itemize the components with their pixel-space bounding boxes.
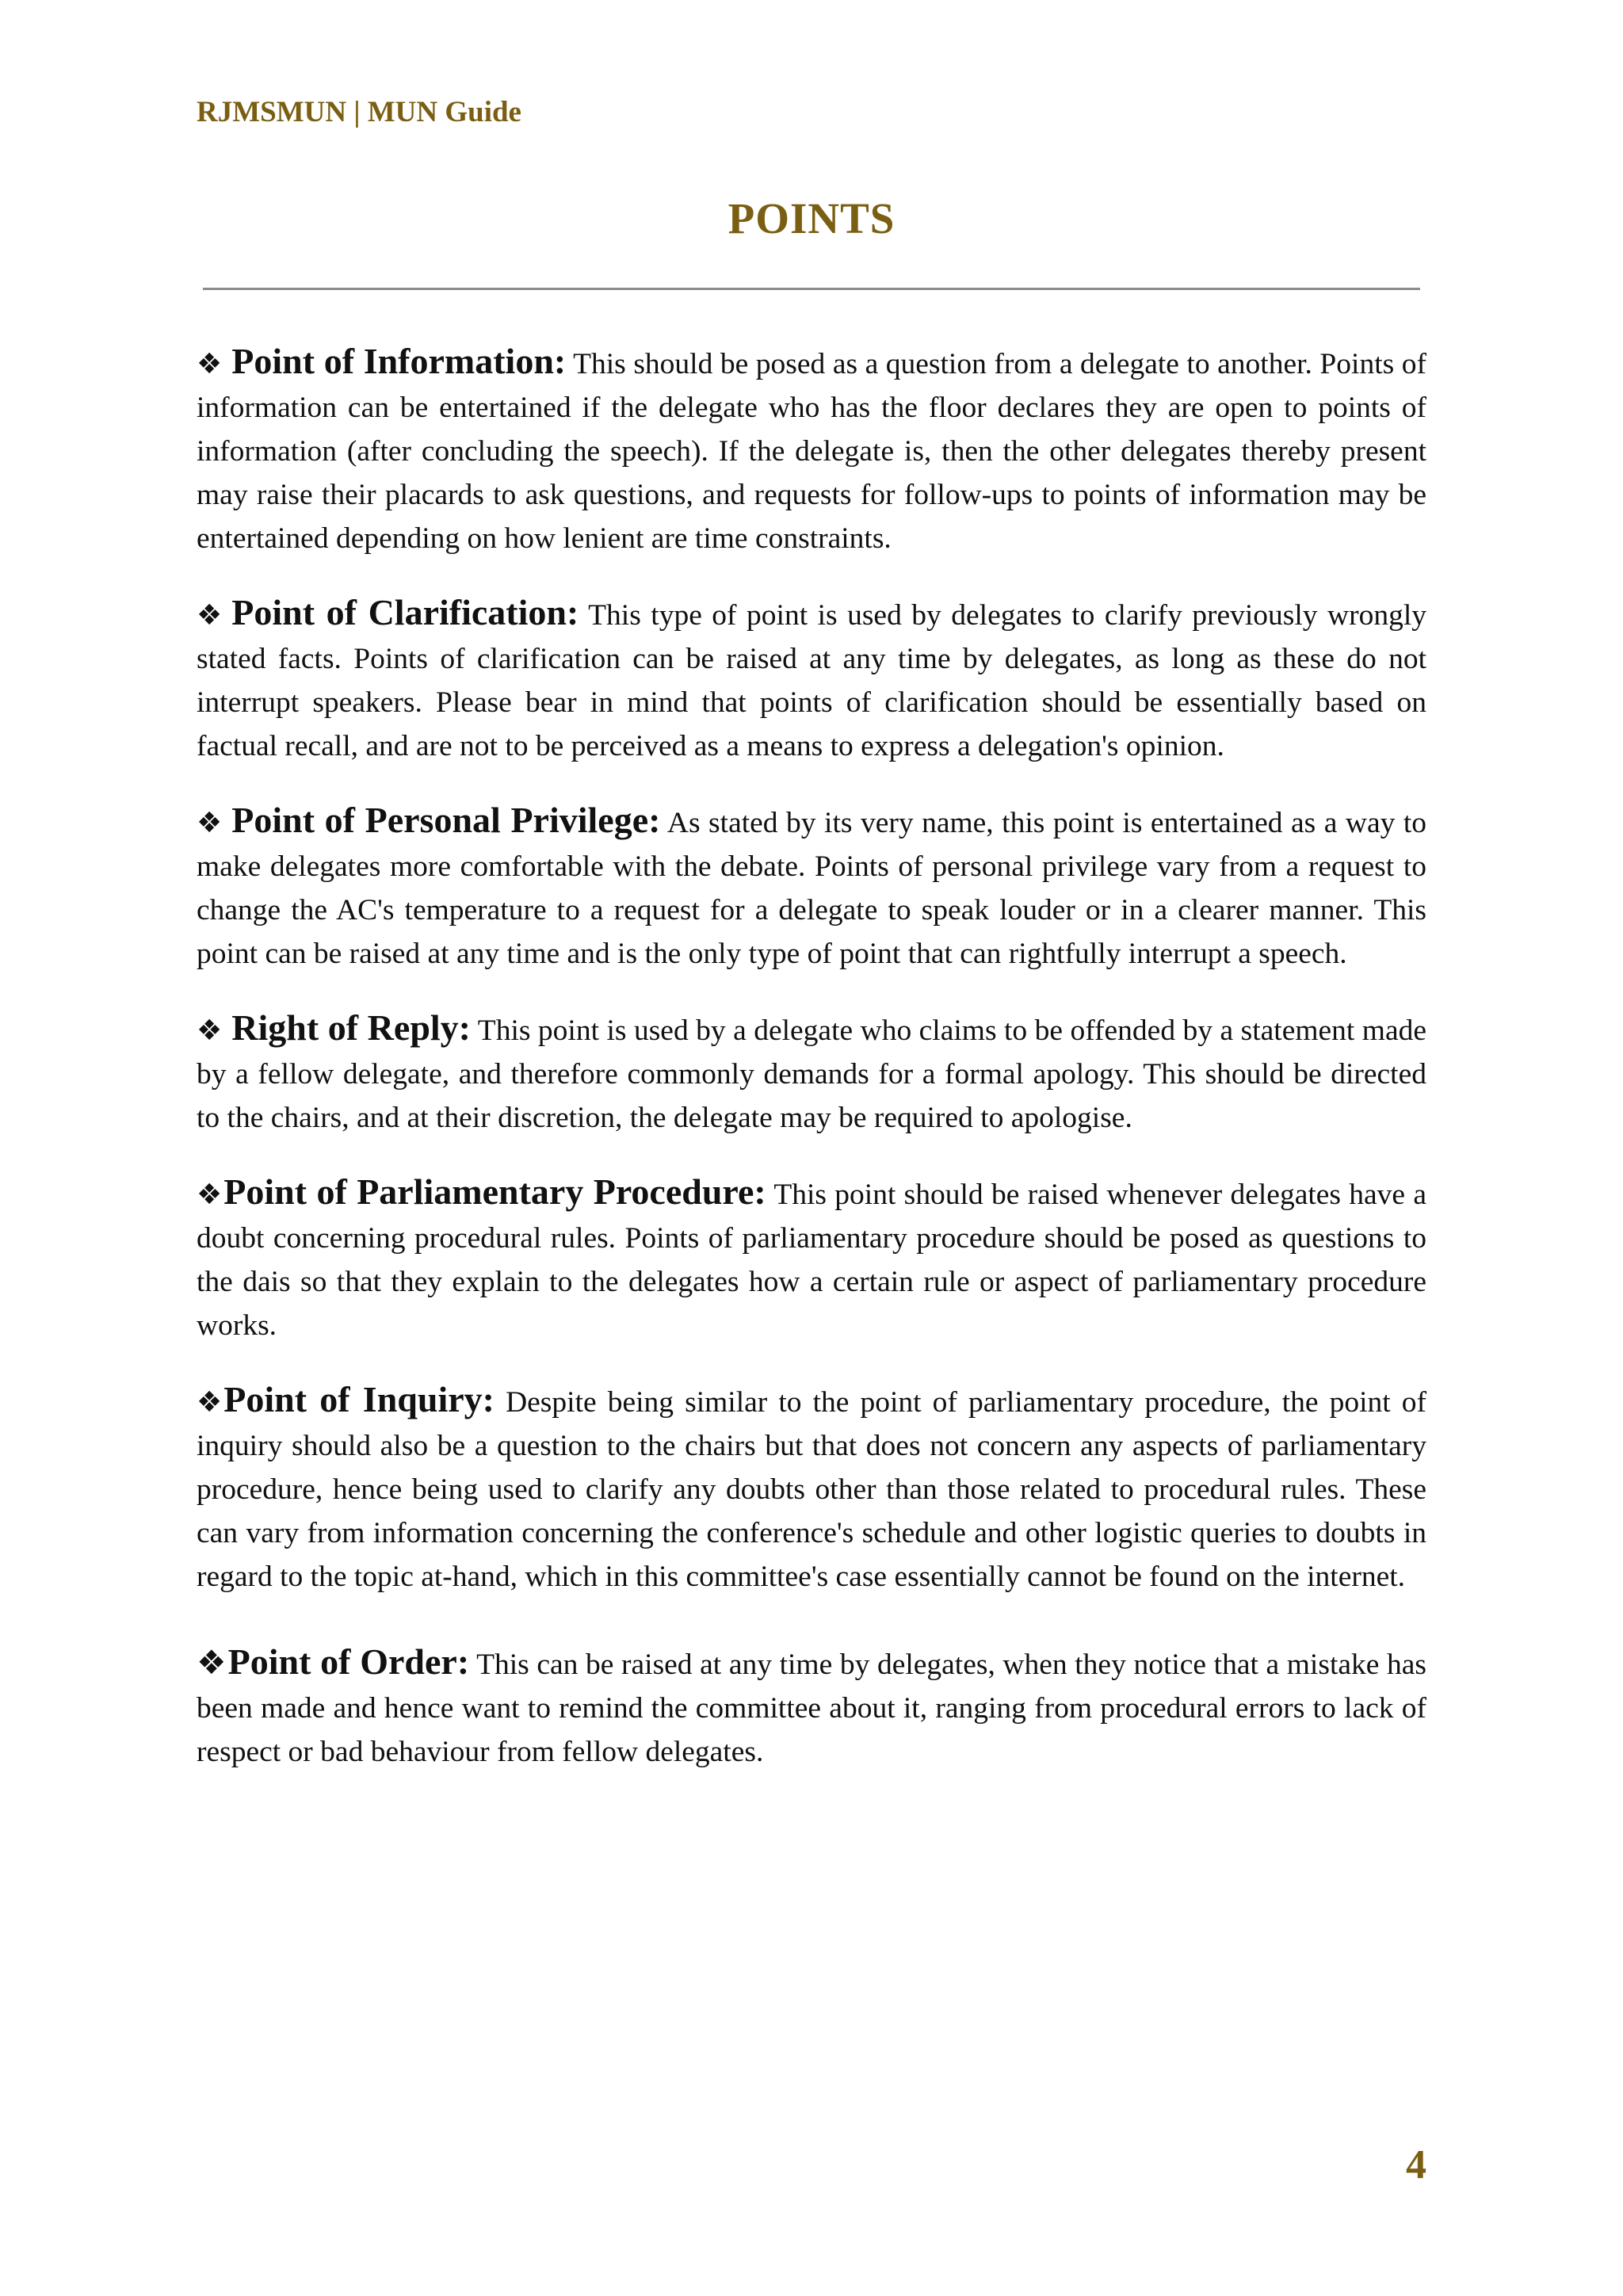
point-description: This point should be raised whenever delegates have a doubt concerning procedural rules. Points of parliamentary procedure should be posed as questions to the dais so that they explain to the delegates how a certain rule or aspect of parliamentary procedure works. [197, 1179, 1426, 1342]
four-diamond-bullet-icon: ❖ [197, 1643, 227, 1682]
point-term: Point of Parliamentary Procedure: [223, 1171, 766, 1212]
four-diamond-bullet-icon: ❖ [197, 348, 223, 380]
point-description: This type of point is used by delegates to clarify previously wrongly stated facts. Points of clarification can be raised at any time by delegates, as long as these do not interrupt speakers. Please bear in mind that points of clarification should be essentially based on factual recall, and are not to be perceived as a means to express a delegation's opinion. [197, 599, 1427, 762]
point-term: Right of Reply: [231, 1007, 471, 1048]
point-personal-privilege [197, 798, 1426, 976]
point-description: This should be posed as a question from a delegate to another. Points of information can be entertained if the delegate who has the floor declares they are open to points of information (after concluding the speech). If the delegate is, then the other delegates thereby present may raise their placards to ask questions, and requests for follow-ups to points of information may be entertained depending on how lenient are time constraints. [197, 348, 1426, 555]
point-clarification [197, 590, 1426, 768]
four-diamond-bullet-icon: ❖ [197, 1179, 223, 1211]
point-order [197, 1640, 1426, 1774]
point-right-of-reply [197, 1006, 1426, 1140]
four-diamond-bullet-icon: ❖ [197, 1386, 223, 1419]
page-number: 4 [1406, 2142, 1426, 2187]
point-description: As stated by its very name, this point is entertained as a way to make delegates more comfortable with the debate. Points of personal privilege vary from a request to change the AC's temperature to a request for a delegate to speak louder or in a clearer manner. This point can be raised at any time and is the only type of point that can rightfully interrupt a speech. [197, 807, 1426, 970]
point-term: Point of Order: [227, 1641, 470, 1682]
point-term: Point of Clarification: [231, 592, 579, 632]
points-list [197, 339, 1426, 1774]
four-diamond-bullet-icon: ❖ [197, 599, 223, 632]
point-term: Point of Personal Privilege: [231, 800, 661, 840]
point-term: Point of Inquiry: [223, 1379, 495, 1419]
page-title: POINTS [727, 194, 896, 243]
four-diamond-bullet-icon: ❖ [197, 1014, 223, 1047]
point-term: Point of Information: [231, 341, 567, 381]
point-description: This point is used by a delegate who claims to be offended by a statement made by a fellow delegate, and therefore commonly demands for a formal apology. This should be directed to the chairs, and at their discretion, the delegate may be required to apologise. [197, 1014, 1426, 1134]
four-diamond-bullet-icon: ❖ [197, 807, 223, 839]
point-inquiry [197, 1377, 1426, 1599]
point-information [197, 339, 1426, 560]
title-divider [203, 288, 1420, 290]
point-description: This can be raised at any time by delegates, when they notice that a mistake has been made and hence want to remind the committee about it, ranging from procedural errors to lack of respect or bad behaviour from fellow delegates. [197, 1648, 1426, 1768]
point-description: Despite being similar to the point of parliamentary procedure, the point of inquiry should also be a question to the chairs but that does not concern any aspects of parliamentary procedure, hence being used to clarify any doubts other than those related to procedural rules. These can vary from information concerning the conference's schedule and other logistic queries to doubts in regard to the topic at-hand, which in this committee's case essentially cannot be found on the internet. [197, 1386, 1427, 1593]
running-header: RJMSMUN | MUN Guide [197, 96, 521, 128]
point-parliamentary-procedure [197, 1170, 1426, 1347]
